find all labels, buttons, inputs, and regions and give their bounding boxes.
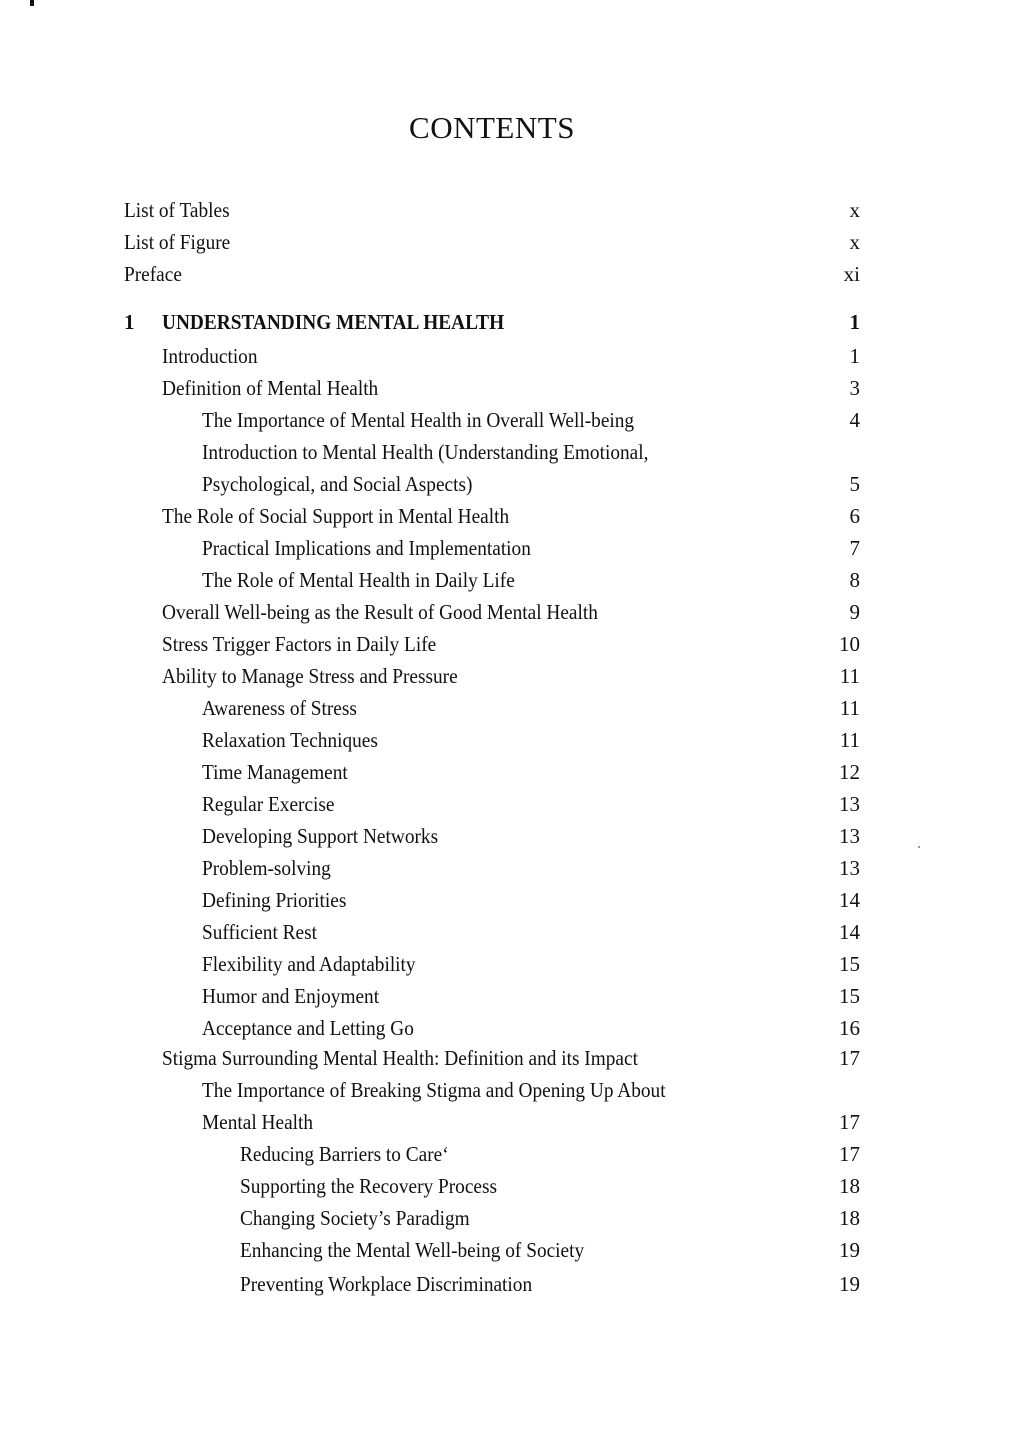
toc-entry[interactable] [124,1042,860,1074]
toc-entry-page: 13 [839,856,860,880]
toc-entry-page: 16 [839,1016,860,1040]
toc-entry-list-of-tables[interactable] [124,194,860,226]
toc-entry-label: Preventing Workplace Discrimination [240,1272,533,1296]
toc-entry-page: 6 [849,504,860,528]
toc-entry-label: Ability to Manage Stress and Pressure [162,664,458,688]
toc-entry-preface[interactable] [124,258,860,290]
toc-entry[interactable] [124,340,860,372]
toc-entry-label: Reducing Barriers to Careʻ [240,1142,449,1166]
toc-entry-label: Overall Well-being as the Result of Good Mental Health [162,600,598,624]
toc-entry-page: x [849,230,860,254]
toc-entry-page: 4 [849,408,860,432]
toc-entry-label: Definition of Mental Health [162,376,379,400]
toc-entry[interactable] [124,1234,860,1266]
toc-entry-page: 17 [839,1142,860,1166]
toc-entry-label: Enhancing the Mental Well-being of Society [240,1238,585,1262]
toc-entry-label: Stigma Surrounding Mental Health: Definition and its Impact [162,1046,638,1070]
toc-entry-page: 13 [839,824,860,848]
toc-entry[interactable] [124,468,860,500]
toc-entry-label: Practical Implications and Implementation [202,536,531,560]
toc-entry-page: 18 [839,1206,860,1230]
toc-entry-page: 18 [839,1174,860,1198]
toc-entry-label: Awareness of Stress [202,696,357,720]
toc-entry-label: The Role of Social Support in Mental Health [162,504,510,528]
toc-entry-page: 11 [839,728,860,752]
toc-entry[interactable] [124,1012,860,1044]
toc-entry[interactable] [124,756,860,788]
toc-entry-page: 11 [839,696,860,720]
toc-entry-page: x [849,198,860,222]
toc-entry[interactable] [124,1106,860,1138]
toc-entry-page: 8 [849,568,860,592]
scan-corner-mark [30,0,34,6]
toc-entry[interactable] [124,1202,860,1234]
toc-entry-label: Flexibility and Adaptability [202,952,416,976]
toc-entry[interactable] [124,1170,860,1202]
toc-entry-label: List of Figure [124,230,231,254]
scan-speck [918,846,920,848]
toc-entry[interactable] [124,1074,860,1106]
toc-entry-label: Changing Society’s Paradigm [240,1206,470,1230]
toc-entry-page: 5 [849,472,860,496]
toc-entry-label: Relaxation Techniques [202,728,378,752]
toc-entry-page: 14 [839,888,860,912]
toc-entry-label: Regular Exercise [202,792,335,816]
toc-entry[interactable] [124,980,860,1012]
toc-entry-page: 14 [839,920,860,944]
toc-entry-label: List of Tables [124,198,230,222]
toc-entry-page: 9 [849,600,860,624]
toc-entry[interactable] [124,820,860,852]
toc-entry-label: Defining Priorities [202,888,347,912]
toc-entry-page: 1 [849,344,860,368]
toc-entry[interactable] [124,596,860,628]
chapter-title: UNDERSTANDING MENTAL HEALTH [162,310,505,334]
toc-entry[interactable] [124,660,860,692]
toc-entry-label: Psychological, and Social Aspects) [202,472,473,496]
toc-entry-page: 15 [839,952,860,976]
toc-entry-label: Introduction to Mental Health (Understanding Emotional, [202,440,649,464]
toc-entry-label: Acceptance and Letting Go [202,1016,414,1040]
toc-entry-label: The Importance of Mental Health in Overall Well-being [202,408,635,432]
toc-entry-page: 3 [849,376,860,400]
toc-entry-page: 12 [839,760,860,784]
chapter-page: 1 [849,310,860,334]
toc-entry[interactable] [124,436,860,468]
toc-entry-page: xi [843,262,860,286]
toc-entry-label: Preface [124,262,182,286]
toc-entry[interactable] [124,916,860,948]
page-title: CONTENTS [409,110,575,145]
toc-entry-label: Mental Health [202,1110,314,1134]
toc-entry[interactable] [124,1138,860,1170]
toc-entry-label: Developing Support Networks [202,824,439,848]
toc-entry-label: Problem-solving [202,856,331,880]
toc-entry[interactable] [124,852,860,884]
toc-entry[interactable] [124,1268,860,1300]
toc-entry-page: 17 [839,1110,860,1134]
toc-entry-page: 10 [839,632,860,656]
toc-entry-label: Stress Trigger Factors in Daily Life [162,632,437,656]
chapter-number: 1 [124,310,135,334]
toc-entry[interactable] [124,532,860,564]
toc-entry-label: Humor and Enjoyment [202,984,380,1008]
toc-entry[interactable] [124,404,860,436]
toc-entry-list-of-figure[interactable] [124,226,860,258]
toc-entry-page: 11 [839,664,860,688]
toc-entry-label: Supporting the Recovery Process [240,1174,498,1198]
toc-entry-page: 19 [839,1272,860,1296]
toc-entry[interactable] [124,788,860,820]
toc-chapter-1[interactable] [124,306,860,338]
toc-entry[interactable] [124,564,860,596]
toc-entry-page: 13 [839,792,860,816]
toc-entry-page: 7 [849,536,860,560]
toc-entry-page: 17 [839,1046,860,1070]
toc-entry[interactable] [124,628,860,660]
toc-entry[interactable] [124,884,860,916]
toc-entry-label: The Role of Mental Health in Daily Life [202,568,515,592]
toc-entry-label: Introduction [162,344,258,368]
toc-entry-label: Time Management [202,760,348,784]
toc-entry[interactable] [124,500,860,532]
toc-entry[interactable] [124,948,860,980]
toc-entry[interactable] [124,692,860,724]
toc-entry-label: Sufficient Rest [202,920,318,944]
toc-entry[interactable] [124,724,860,756]
toc-entry-page: 15 [839,984,860,1008]
toc-entry-label: The Importance of Breaking Stigma and Opening Up About [202,1078,666,1102]
toc-entry[interactable] [124,372,860,404]
toc-entry-page: 19 [839,1238,860,1262]
